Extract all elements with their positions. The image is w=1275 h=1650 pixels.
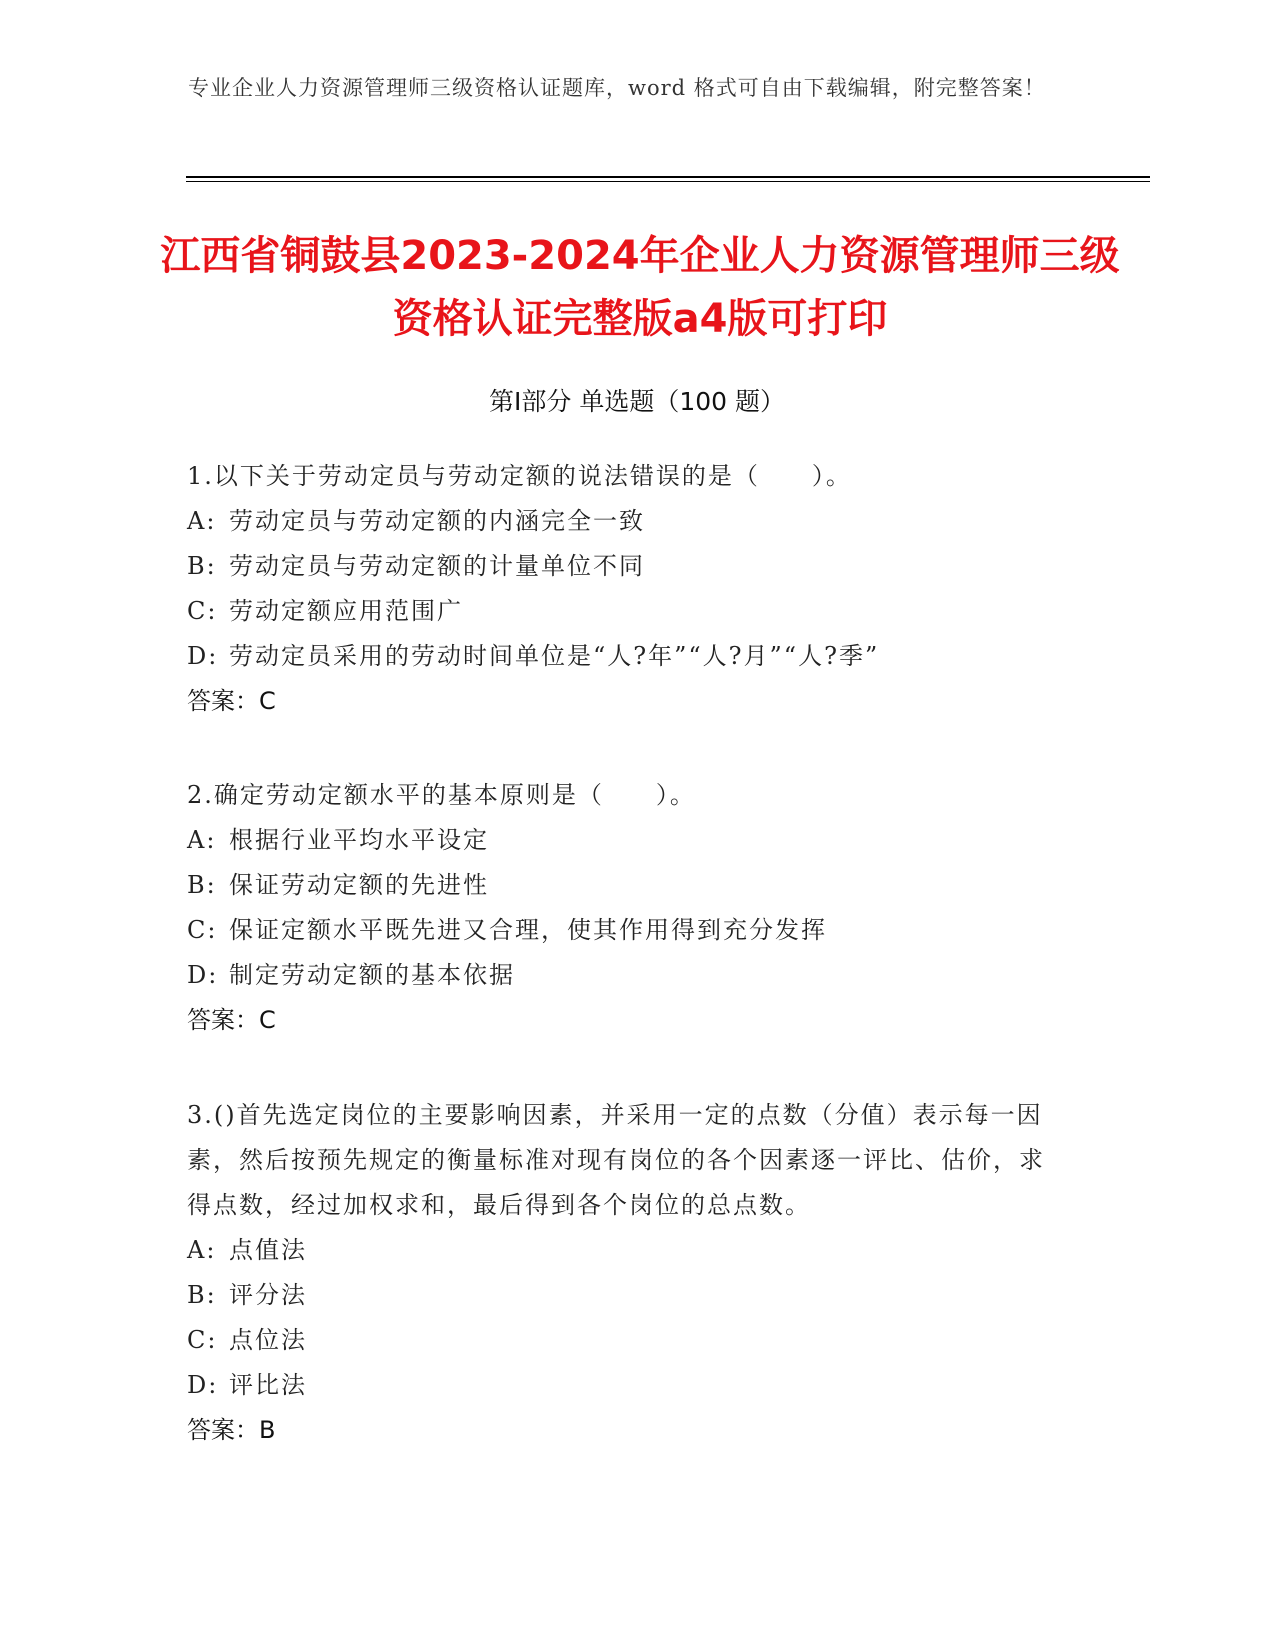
option-key: D: <box>187 961 219 989</box>
header-rule-thick <box>186 176 1150 178</box>
option-key: A: <box>187 507 217 535</box>
document-title: 江西省铜鼓县2023-2024年企业人力资源管理师三级资格认证完整版a4版可打印 <box>160 233 1120 342</box>
option-c <box>187 589 1067 634</box>
option-text: 保证劳动定额的先进性 <box>229 871 489 899</box>
option-text: 评比法 <box>229 1371 307 1399</box>
option-text: 根据行业平均水平设定 <box>229 826 489 854</box>
option-key: B: <box>187 1281 217 1309</box>
section-title: 第Ⅰ部分 单选题（100 题） <box>489 387 785 416</box>
option-a <box>187 818 1067 863</box>
question-1 <box>187 454 1067 724</box>
option-text: 点位法 <box>229 1326 307 1354</box>
question-2 <box>187 773 1067 1043</box>
option-key: C: <box>187 1326 218 1354</box>
option-text: 劳动定员与劳动定额的计量单位不同 <box>229 552 645 580</box>
option-d <box>187 634 1067 679</box>
option-b <box>187 544 1067 589</box>
option-d <box>187 1363 1067 1408</box>
question-stem: 3.()首先选定岗位的主要影响因素，并采用一定的点数（分值）表示每一因素，然后按预先规定的衡量标准对现有岗位的各个因素逐一评比、估价，求得点数，经过加权求和，最后得到各个岗位的总点数。 <box>187 1101 1045 1219</box>
option-b <box>187 863 1067 908</box>
option-b <box>187 1273 1067 1318</box>
option-key: A: <box>187 826 217 854</box>
option-key: D: <box>187 642 219 670</box>
option-key: C: <box>187 916 218 944</box>
option-text: 点值法 <box>229 1236 307 1264</box>
header-note: 专业企业人力资源管理师三级资格认证题库，word 格式可自由下载编辑，附完整答案！ <box>188 76 1046 100</box>
answer: 答案：C <box>187 687 276 715</box>
option-d <box>187 953 1067 998</box>
option-c <box>187 1318 1067 1363</box>
header-rule-thin <box>186 181 1150 182</box>
option-a <box>187 1228 1067 1273</box>
option-key: A: <box>187 1236 217 1264</box>
question-3 <box>187 1093 1067 1453</box>
option-key: D: <box>187 1371 219 1399</box>
option-a <box>187 499 1067 544</box>
answer: 答案：B <box>187 1416 276 1444</box>
option-text: 评分法 <box>229 1281 307 1309</box>
option-key: B: <box>187 871 217 899</box>
option-key: C: <box>187 597 218 625</box>
option-text: 制定劳动定额的基本依据 <box>229 961 515 989</box>
answer: 答案：C <box>187 1006 276 1034</box>
option-text: 劳动定员与劳动定额的内涵完全一致 <box>229 507 645 535</box>
option-text: 保证定额水平既先进又合理，使其作用得到充分发挥 <box>229 916 827 944</box>
option-c <box>187 908 1067 953</box>
question-stem: 2.确定劳动定额水平的基本原则是（ ）。 <box>187 781 696 809</box>
option-text: 劳动定员采用的劳动时间单位是“人?年”“人?月”“人?季” <box>229 642 880 670</box>
option-key: B: <box>187 552 217 580</box>
option-text: 劳动定额应用范围广 <box>229 597 463 625</box>
question-stem: 1.以下关于劳动定员与劳动定额的说法错误的是（ ）。 <box>187 462 852 490</box>
